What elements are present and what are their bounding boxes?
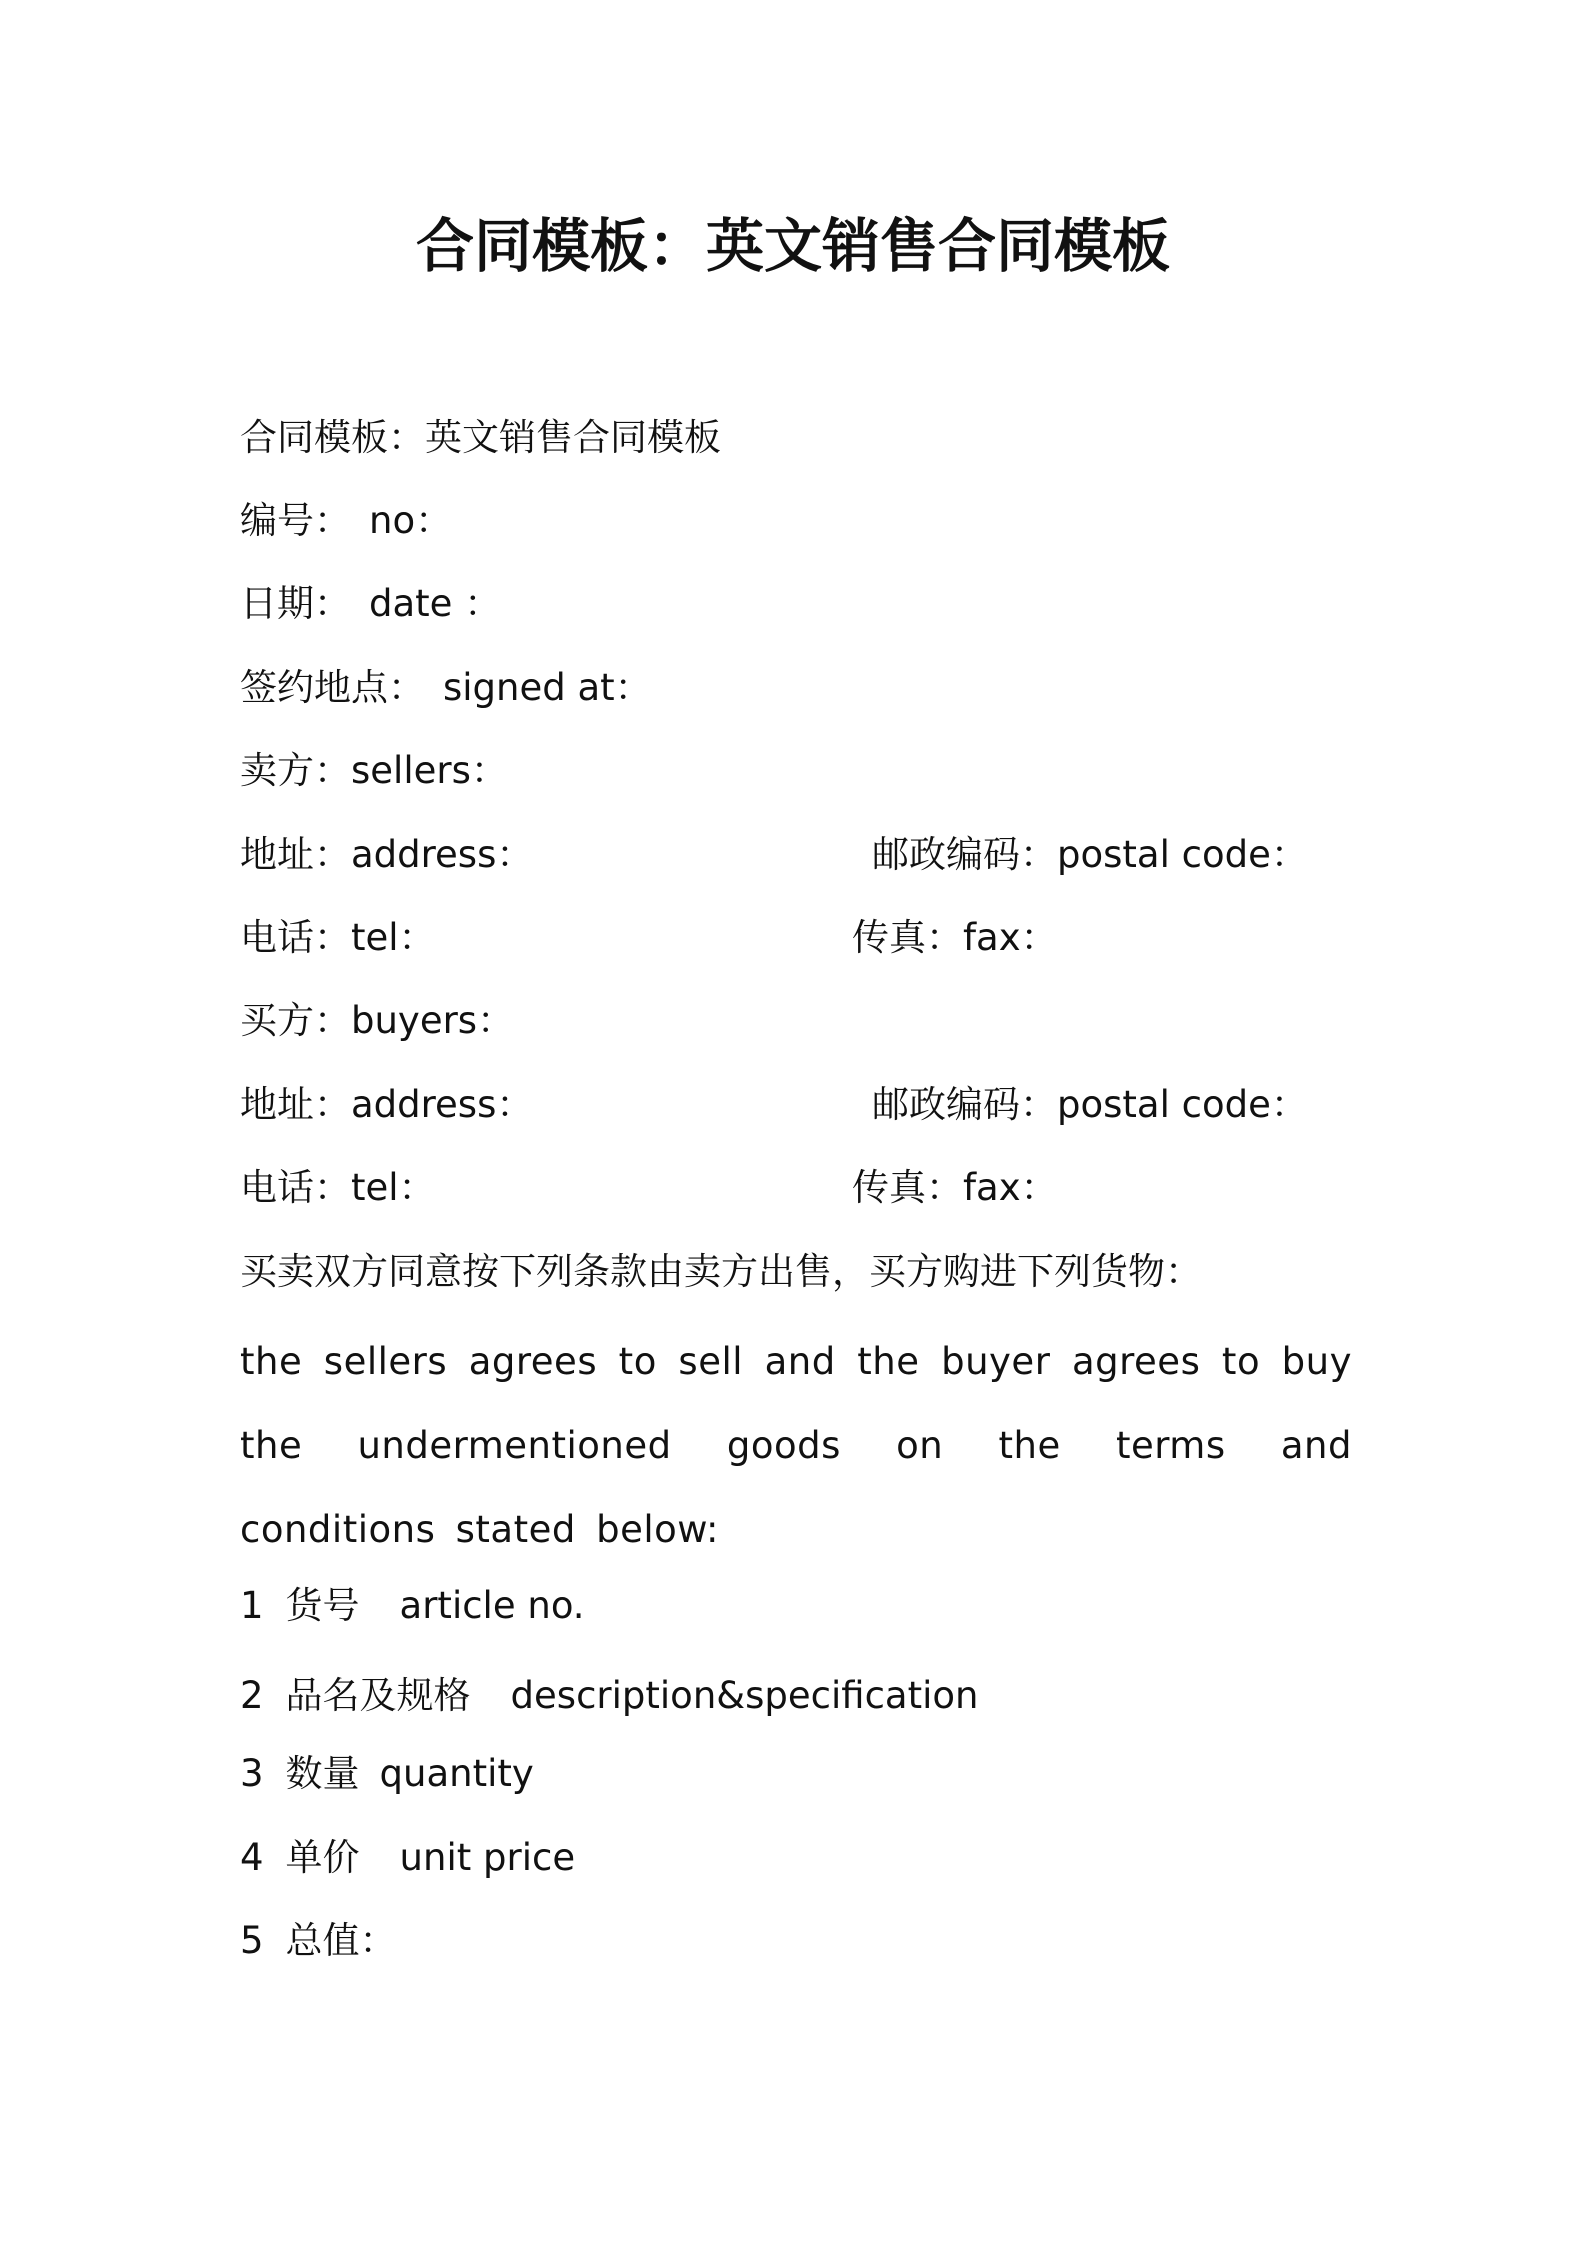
seller-address-line: 地址：address： xyxy=(240,833,534,876)
signed-at-label: 签约地点： xyxy=(240,666,425,709)
buyer-tel-line: 电话：tel： xyxy=(240,1166,436,1209)
buyers-line: 买方：buyers： xyxy=(240,999,515,1042)
item-1 xyxy=(240,1578,585,1634)
item-cn: 货号 xyxy=(285,1584,360,1627)
item-cn: 单价 xyxy=(285,1836,360,1879)
item-number: 1 xyxy=(240,1584,264,1627)
item-en: unit price xyxy=(399,1836,576,1879)
item-5 xyxy=(240,1913,397,1969)
item-en: description&specification xyxy=(510,1674,979,1717)
sellers-line: 卖方：sellers： xyxy=(240,749,508,792)
item-number: 4 xyxy=(240,1836,264,1879)
item-3 xyxy=(240,1746,534,1802)
signed-at-en: signed at： xyxy=(443,666,652,709)
number-label: 编号： xyxy=(240,499,351,542)
item-cn: 品名及规格 xyxy=(285,1674,471,1717)
item-cn: 总值： xyxy=(285,1919,397,1962)
item-cn: 数量 xyxy=(285,1752,360,1795)
seller-fax-line: 传真：fax： xyxy=(852,916,1058,959)
subtitle-line: 合同模板：英文销售合同模板 xyxy=(240,416,721,459)
agreement-cn-line: 买卖双方同意按下列条款由卖方出售，买方购进下列货物： xyxy=(240,1250,1202,1293)
document-title: 合同模板：英文销售合同模板 xyxy=(415,212,1170,280)
number-en: no： xyxy=(369,499,453,542)
seller-tel-line: 电话：tel： xyxy=(240,916,436,959)
date-line xyxy=(240,576,501,632)
buyer-fax-line: 传真：fax： xyxy=(852,1166,1058,1209)
signed-at-line xyxy=(240,660,652,716)
date-en: date ： xyxy=(369,582,502,625)
item-number: 2 xyxy=(240,1674,264,1717)
agreement-en-paragraph: the sellers agrees to sell and the buyer agrees to buy the undermentioned goods on the terms and conditions stated below: xyxy=(240,1340,1352,1551)
item-en: article no. xyxy=(399,1584,585,1627)
buyer-postal-line: 邮政编码：postal code： xyxy=(872,1083,1308,1126)
item-en: quantity xyxy=(379,1752,534,1795)
number-line xyxy=(240,493,452,549)
buyer-address-line: 地址：address： xyxy=(240,1083,534,1126)
item-number: 3 xyxy=(240,1752,264,1795)
item-number: 5 xyxy=(240,1919,264,1962)
item-4 xyxy=(240,1830,575,1886)
item-2 xyxy=(240,1668,978,1724)
date-label: 日期： xyxy=(240,582,351,625)
seller-postal-line: 邮政编码：postal code： xyxy=(872,833,1308,876)
